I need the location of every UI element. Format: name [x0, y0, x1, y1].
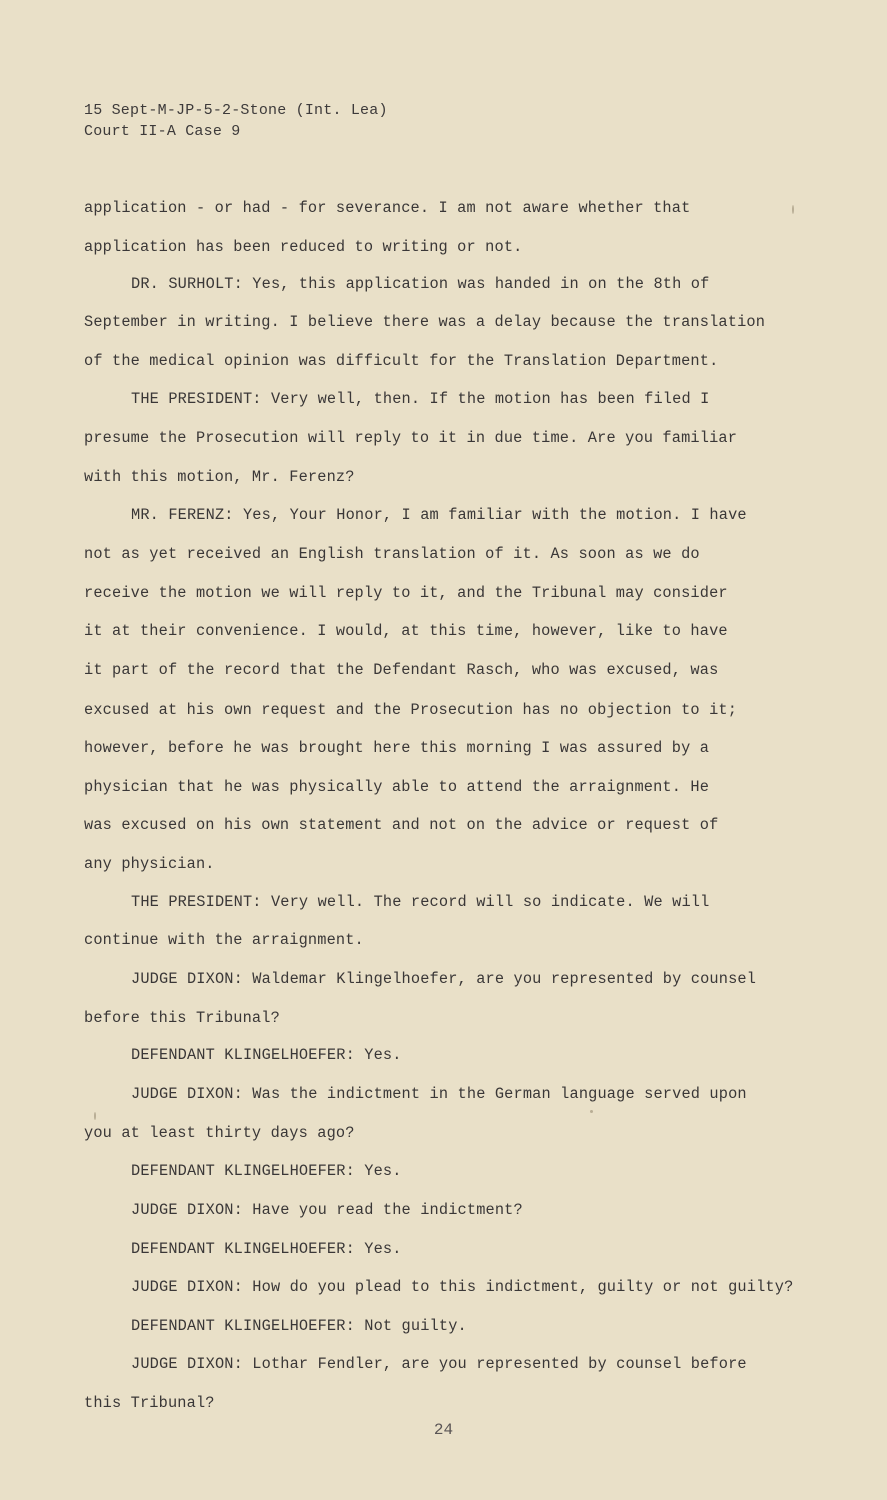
- transcript-line: it part of the record that the Defendant Rasch, who was excused, was: [84, 661, 719, 679]
- transcript-line: JUDGE DIXON: Have you read the indictment?: [131, 1201, 523, 1219]
- transcript-line: any physician.: [84, 855, 215, 873]
- paper-mark: [590, 1110, 593, 1113]
- paper-mark: [792, 205, 794, 214]
- paper-mark: [94, 1112, 96, 1120]
- transcript-line: before this Tribunal?: [84, 1009, 280, 1027]
- transcript-line: THE PRESIDENT: Very well. The record will so indicate. We will: [131, 893, 710, 911]
- header-case-reference: 15 Sept-M-JP-5-2-Stone (Int. Lea): [84, 102, 388, 119]
- page-number: 24: [433, 1421, 454, 1439]
- transcript-line: DEFENDANT KLINGELHOEFER: Yes.: [131, 1240, 402, 1258]
- transcript-line: excused at his own request and the Prosecution has no objection to it;: [84, 701, 738, 719]
- transcript-line: DR. SURHOLT: Yes, this application was handed in on the 8th of: [131, 275, 710, 293]
- transcript-line: THE PRESIDENT: Very well, then. If the motion has been filed I: [131, 390, 710, 408]
- transcript-line: of the medical opinion was difficult for the Translation Department.: [84, 352, 719, 370]
- transcript-line: DEFENDANT KLINGELHOEFER: Yes.: [131, 1046, 402, 1064]
- transcript-line: JUDGE DIXON: Waldemar Klingelhoefer, are you represented by counsel: [131, 970, 757, 988]
- transcript-line: application has been reduced to writing or not.: [84, 238, 523, 256]
- transcript-line: was excused on his own statement and not on the advice or request of: [84, 816, 719, 834]
- transcript-line: this Tribunal?: [84, 1394, 215, 1412]
- transcript-line: JUDGE DIXON: How do you plead to this indictment, guilty or not guilty?: [131, 1278, 794, 1296]
- transcript-line: not as yet received an English translation of it. As soon as we do: [84, 545, 700, 563]
- transcript-line: with this motion, Mr. Ferenz?: [84, 468, 355, 486]
- transcript-line: it at their convenience. I would, at this time, however, like to have: [84, 622, 728, 640]
- transcript-line: physician that he was physically able to attend the arraignment. He: [84, 778, 710, 796]
- transcript-line: DEFENDANT KLINGELHOEFER: Not guilty.: [131, 1317, 467, 1335]
- transcript-line: DEFENDANT KLINGELHOEFER: Yes.: [131, 1162, 402, 1180]
- transcript-line: September in writing. I believe there was a delay because the translation: [84, 313, 766, 331]
- transcript-line: continue with the arraignment.: [84, 931, 364, 949]
- transcript-line: you at least thirty days ago?: [84, 1124, 355, 1142]
- document-header: [84, 100, 388, 142]
- transcript-line: application - or had - for severance. I am not aware whether that: [84, 199, 691, 217]
- transcript-line: receive the motion we will reply to it, and the Tribunal may consider: [84, 584, 728, 602]
- header-court-case: Court II-A Case 9: [84, 123, 241, 140]
- transcript-line: presume the Prosecution will reply to it in due time. Are you familiar: [84, 429, 738, 447]
- transcript-line: JUDGE DIXON: Lothar Fendler, are you represented by counsel before: [131, 1355, 747, 1373]
- transcript-line: however, before he was brought here this morning I was assured by a: [84, 739, 710, 757]
- transcript-line: JUDGE DIXON: Was the indictment in the German language served upon: [131, 1085, 747, 1103]
- transcript-line: MR. FERENZ: Yes, Your Honor, I am familiar with the motion. I have: [131, 506, 747, 524]
